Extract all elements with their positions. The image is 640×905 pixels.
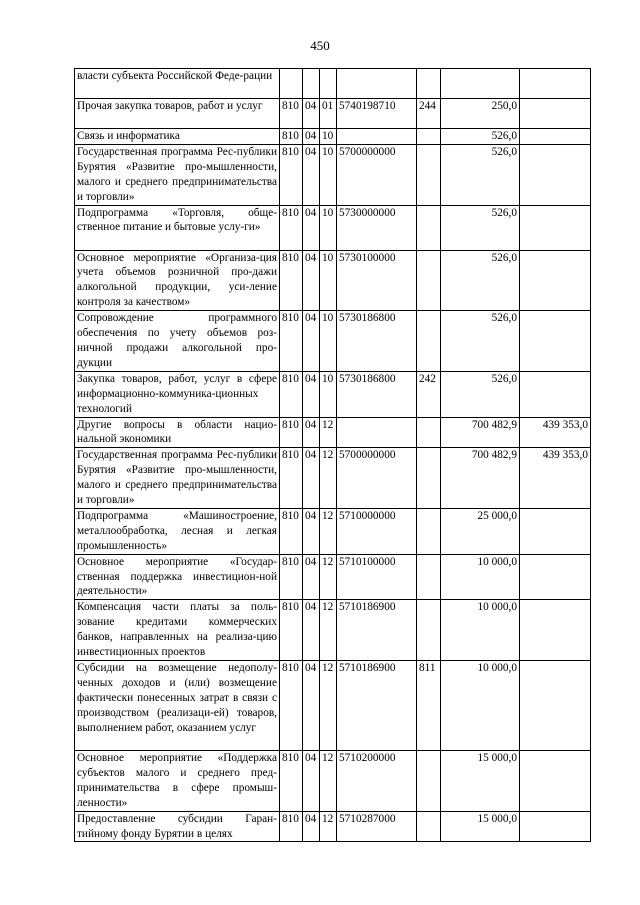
amount-cell: 526,0 (441, 129, 520, 145)
admin-code-cell: 810 (280, 811, 303, 842)
amount-cell: 10 000,0 (441, 554, 520, 600)
table-row (75, 508, 591, 554)
amount-2-cell (520, 99, 591, 129)
subsection-code-cell: 12 (320, 661, 337, 751)
target-article-cell: 5710287000 (337, 811, 417, 842)
amount-2-cell (520, 311, 591, 372)
expense-type-cell: 244 (417, 99, 441, 129)
section-code-cell: 04 (303, 661, 320, 751)
amount-2-cell (520, 508, 591, 554)
section-code-cell: 04 (303, 371, 320, 417)
amount-cell: 526,0 (441, 250, 520, 311)
expense-type-cell: 242 (417, 371, 441, 417)
row-name-cell: Сопровождение программного обеспечения по учету объемов роз-ничной продажи алкогольной про-дукции (75, 311, 280, 372)
row-name-cell: Другие вопросы в области нацио-нальной экономики (75, 417, 280, 448)
table-row (75, 811, 591, 842)
section-code-cell: 04 (303, 129, 320, 145)
amount-2-cell (520, 129, 591, 145)
subsection-code-cell: 10 (320, 205, 337, 250)
subsection-code-cell: 12 (320, 508, 337, 554)
table-row (75, 554, 591, 600)
amount-2-cell (520, 69, 591, 99)
subsection-code-cell: 12 (320, 811, 337, 842)
admin-code-cell (280, 69, 303, 99)
expense-type-cell (417, 448, 441, 509)
subsection-code-cell: 12 (320, 554, 337, 600)
expense-type-cell (417, 811, 441, 842)
target-article-cell: 5710200000 (337, 751, 417, 812)
subsection-code-cell: 12 (320, 600, 337, 661)
expense-type-cell (417, 144, 441, 205)
table-row (75, 205, 591, 250)
amount-2-cell (520, 205, 591, 250)
admin-code-cell: 810 (280, 129, 303, 145)
section-code-cell: 04 (303, 205, 320, 250)
section-code-cell: 04 (303, 751, 320, 812)
table-row (75, 129, 591, 145)
subsection-code-cell: 10 (320, 371, 337, 417)
target-article-cell: 5700000000 (337, 144, 417, 205)
subsection-code-cell: 10 (320, 311, 337, 372)
target-article-cell: 5740198710 (337, 99, 417, 129)
target-article-cell: 5730186800 (337, 311, 417, 372)
page-number: 450 (310, 38, 330, 53)
row-name-cell: Государственная программа Рес-публики Бурятия «Развитие про-мышленности, малого и среднего предпринимательства и торговли» (75, 448, 280, 509)
amount-cell: 526,0 (441, 311, 520, 372)
admin-code-cell: 810 (280, 205, 303, 250)
admin-code-cell: 810 (280, 371, 303, 417)
table-row (75, 417, 591, 448)
amount-2-cell (520, 811, 591, 842)
budget-table (74, 68, 591, 842)
target-article-cell: 5710186900 (337, 600, 417, 661)
section-code-cell: 04 (303, 811, 320, 842)
expense-type-cell: 811 (417, 661, 441, 751)
admin-code-cell: 810 (280, 661, 303, 751)
row-name-cell: Основное мероприятие «Государ-ственная поддержка инвестицион-ной деятельности» (75, 554, 280, 600)
subsection-code-cell: 12 (320, 417, 337, 448)
amount-2-cell (520, 250, 591, 311)
target-article-cell (337, 129, 417, 145)
row-name-cell: Государственная программа Рес-публики Бурятия «Развитие про-мышленности, малого и среднего предпринимательства и торговли» (75, 144, 280, 205)
section-code-cell: 04 (303, 99, 320, 129)
amount-2-cell (520, 600, 591, 661)
admin-code-cell: 810 (280, 448, 303, 509)
table-row (75, 250, 591, 311)
amount-cell (441, 69, 520, 99)
table-row (75, 99, 591, 129)
target-article-cell (337, 69, 417, 99)
amount-cell: 15 000,0 (441, 751, 520, 812)
budget-table-body (75, 69, 591, 842)
admin-code-cell: 810 (280, 417, 303, 448)
target-article-cell: 5710186900 (337, 661, 417, 751)
expense-type-cell (417, 600, 441, 661)
admin-code-cell: 810 (280, 311, 303, 372)
subsection-code-cell: 12 (320, 751, 337, 812)
expense-type-cell (417, 417, 441, 448)
row-name-cell: Компенсация части платы за поль-зование кредитами коммерческих банков, направленных на реализа-цию инвестиционных проектов (75, 600, 280, 661)
table-row (75, 751, 591, 812)
row-name-cell: Связь и информатика (75, 129, 280, 145)
amount-cell: 25 000,0 (441, 508, 520, 554)
amount-cell: 526,0 (441, 371, 520, 417)
amount-cell: 526,0 (441, 144, 520, 205)
section-code-cell (303, 69, 320, 99)
admin-code-cell: 810 (280, 554, 303, 600)
row-name-cell: Закупка товаров, работ, услуг в сфере информационно-коммуника-ционных технологий (75, 371, 280, 417)
amount-2-cell (520, 554, 591, 600)
table-row (75, 600, 591, 661)
table-row (75, 661, 591, 751)
expense-type-cell (417, 250, 441, 311)
expense-type-cell (417, 69, 441, 99)
amount-cell: 700 482,9 (441, 417, 520, 448)
target-article-cell (337, 417, 417, 448)
amount-cell: 526,0 (441, 205, 520, 250)
target-article-cell: 5730186800 (337, 371, 417, 417)
target-article-cell: 5710100000 (337, 554, 417, 600)
section-code-cell: 04 (303, 250, 320, 311)
amount-2-cell (520, 144, 591, 205)
expense-type-cell (417, 129, 441, 145)
row-name-cell: Предоставление субсидии Гаран-тийному фонду Бурятии в целях (75, 811, 280, 842)
expense-type-cell (417, 751, 441, 812)
target-article-cell: 5730100000 (337, 250, 417, 311)
table-row (75, 144, 591, 205)
row-name-cell: Основное мероприятие «Организа-ция учета объемов розничной про-дажи алкогольной продукции, уси-ление контроля за качеством» (75, 250, 280, 311)
section-code-cell: 04 (303, 311, 320, 372)
subsection-code-cell: 12 (320, 448, 337, 509)
subsection-code-cell: 01 (320, 99, 337, 129)
table-row (75, 448, 591, 509)
amount-cell: 700 482,9 (441, 448, 520, 509)
row-name-cell: власти субъекта Российской Феде-рации (75, 69, 280, 99)
row-name-cell: Основное мероприятие «Поддержка субъектов малого и среднего пред-принимательства в сфере промыш-ленности» (75, 751, 280, 812)
section-code-cell: 04 (303, 448, 320, 509)
subsection-code-cell: 10 (320, 144, 337, 205)
expense-type-cell (417, 205, 441, 250)
target-article-cell: 5730000000 (337, 205, 417, 250)
amount-2-cell (520, 661, 591, 751)
table-row (75, 311, 591, 372)
table-row (75, 69, 591, 99)
amount-2-cell (520, 371, 591, 417)
amount-2-cell: 439 353,0 (520, 448, 591, 509)
admin-code-cell: 810 (280, 508, 303, 554)
amount-2-cell: 439 353,0 (520, 417, 591, 448)
expense-type-cell (417, 554, 441, 600)
row-name-cell: Прочая закупка товаров, работ и услуг (75, 99, 280, 129)
section-code-cell: 04 (303, 554, 320, 600)
admin-code-cell: 810 (280, 144, 303, 205)
expense-type-cell (417, 508, 441, 554)
admin-code-cell: 810 (280, 600, 303, 661)
table-row (75, 371, 591, 417)
section-code-cell: 04 (303, 417, 320, 448)
section-code-cell: 04 (303, 144, 320, 205)
amount-cell: 10 000,0 (441, 600, 520, 661)
amount-2-cell (520, 751, 591, 812)
admin-code-cell: 810 (280, 250, 303, 311)
amount-cell: 250,0 (441, 99, 520, 129)
target-article-cell: 5700000000 (337, 448, 417, 509)
section-code-cell: 04 (303, 508, 320, 554)
target-article-cell: 5710000000 (337, 508, 417, 554)
subsection-code-cell: 10 (320, 129, 337, 145)
subsection-code-cell (320, 69, 337, 99)
amount-cell: 15 000,0 (441, 811, 520, 842)
admin-code-cell: 810 (280, 99, 303, 129)
row-name-cell: Подпрограмма «Машиностроение, металлообработка, лесная и легкая промышленность» (75, 508, 280, 554)
row-name-cell: Субсидии на возмещение недополу-ченных доходов и (или) возмещение фактически понесенных затрат в связи с производством (реализаци-ей) товаров, выполнением работ, оказанием услуг (75, 661, 280, 751)
section-code-cell: 04 (303, 600, 320, 661)
expense-type-cell (417, 311, 441, 372)
amount-cell: 10 000,0 (441, 661, 520, 751)
row-name-cell: Подпрограмма «Торговля, обще-ственное питание и бытовые услу-ги» (75, 205, 280, 250)
admin-code-cell: 810 (280, 751, 303, 812)
subsection-code-cell: 10 (320, 250, 337, 311)
